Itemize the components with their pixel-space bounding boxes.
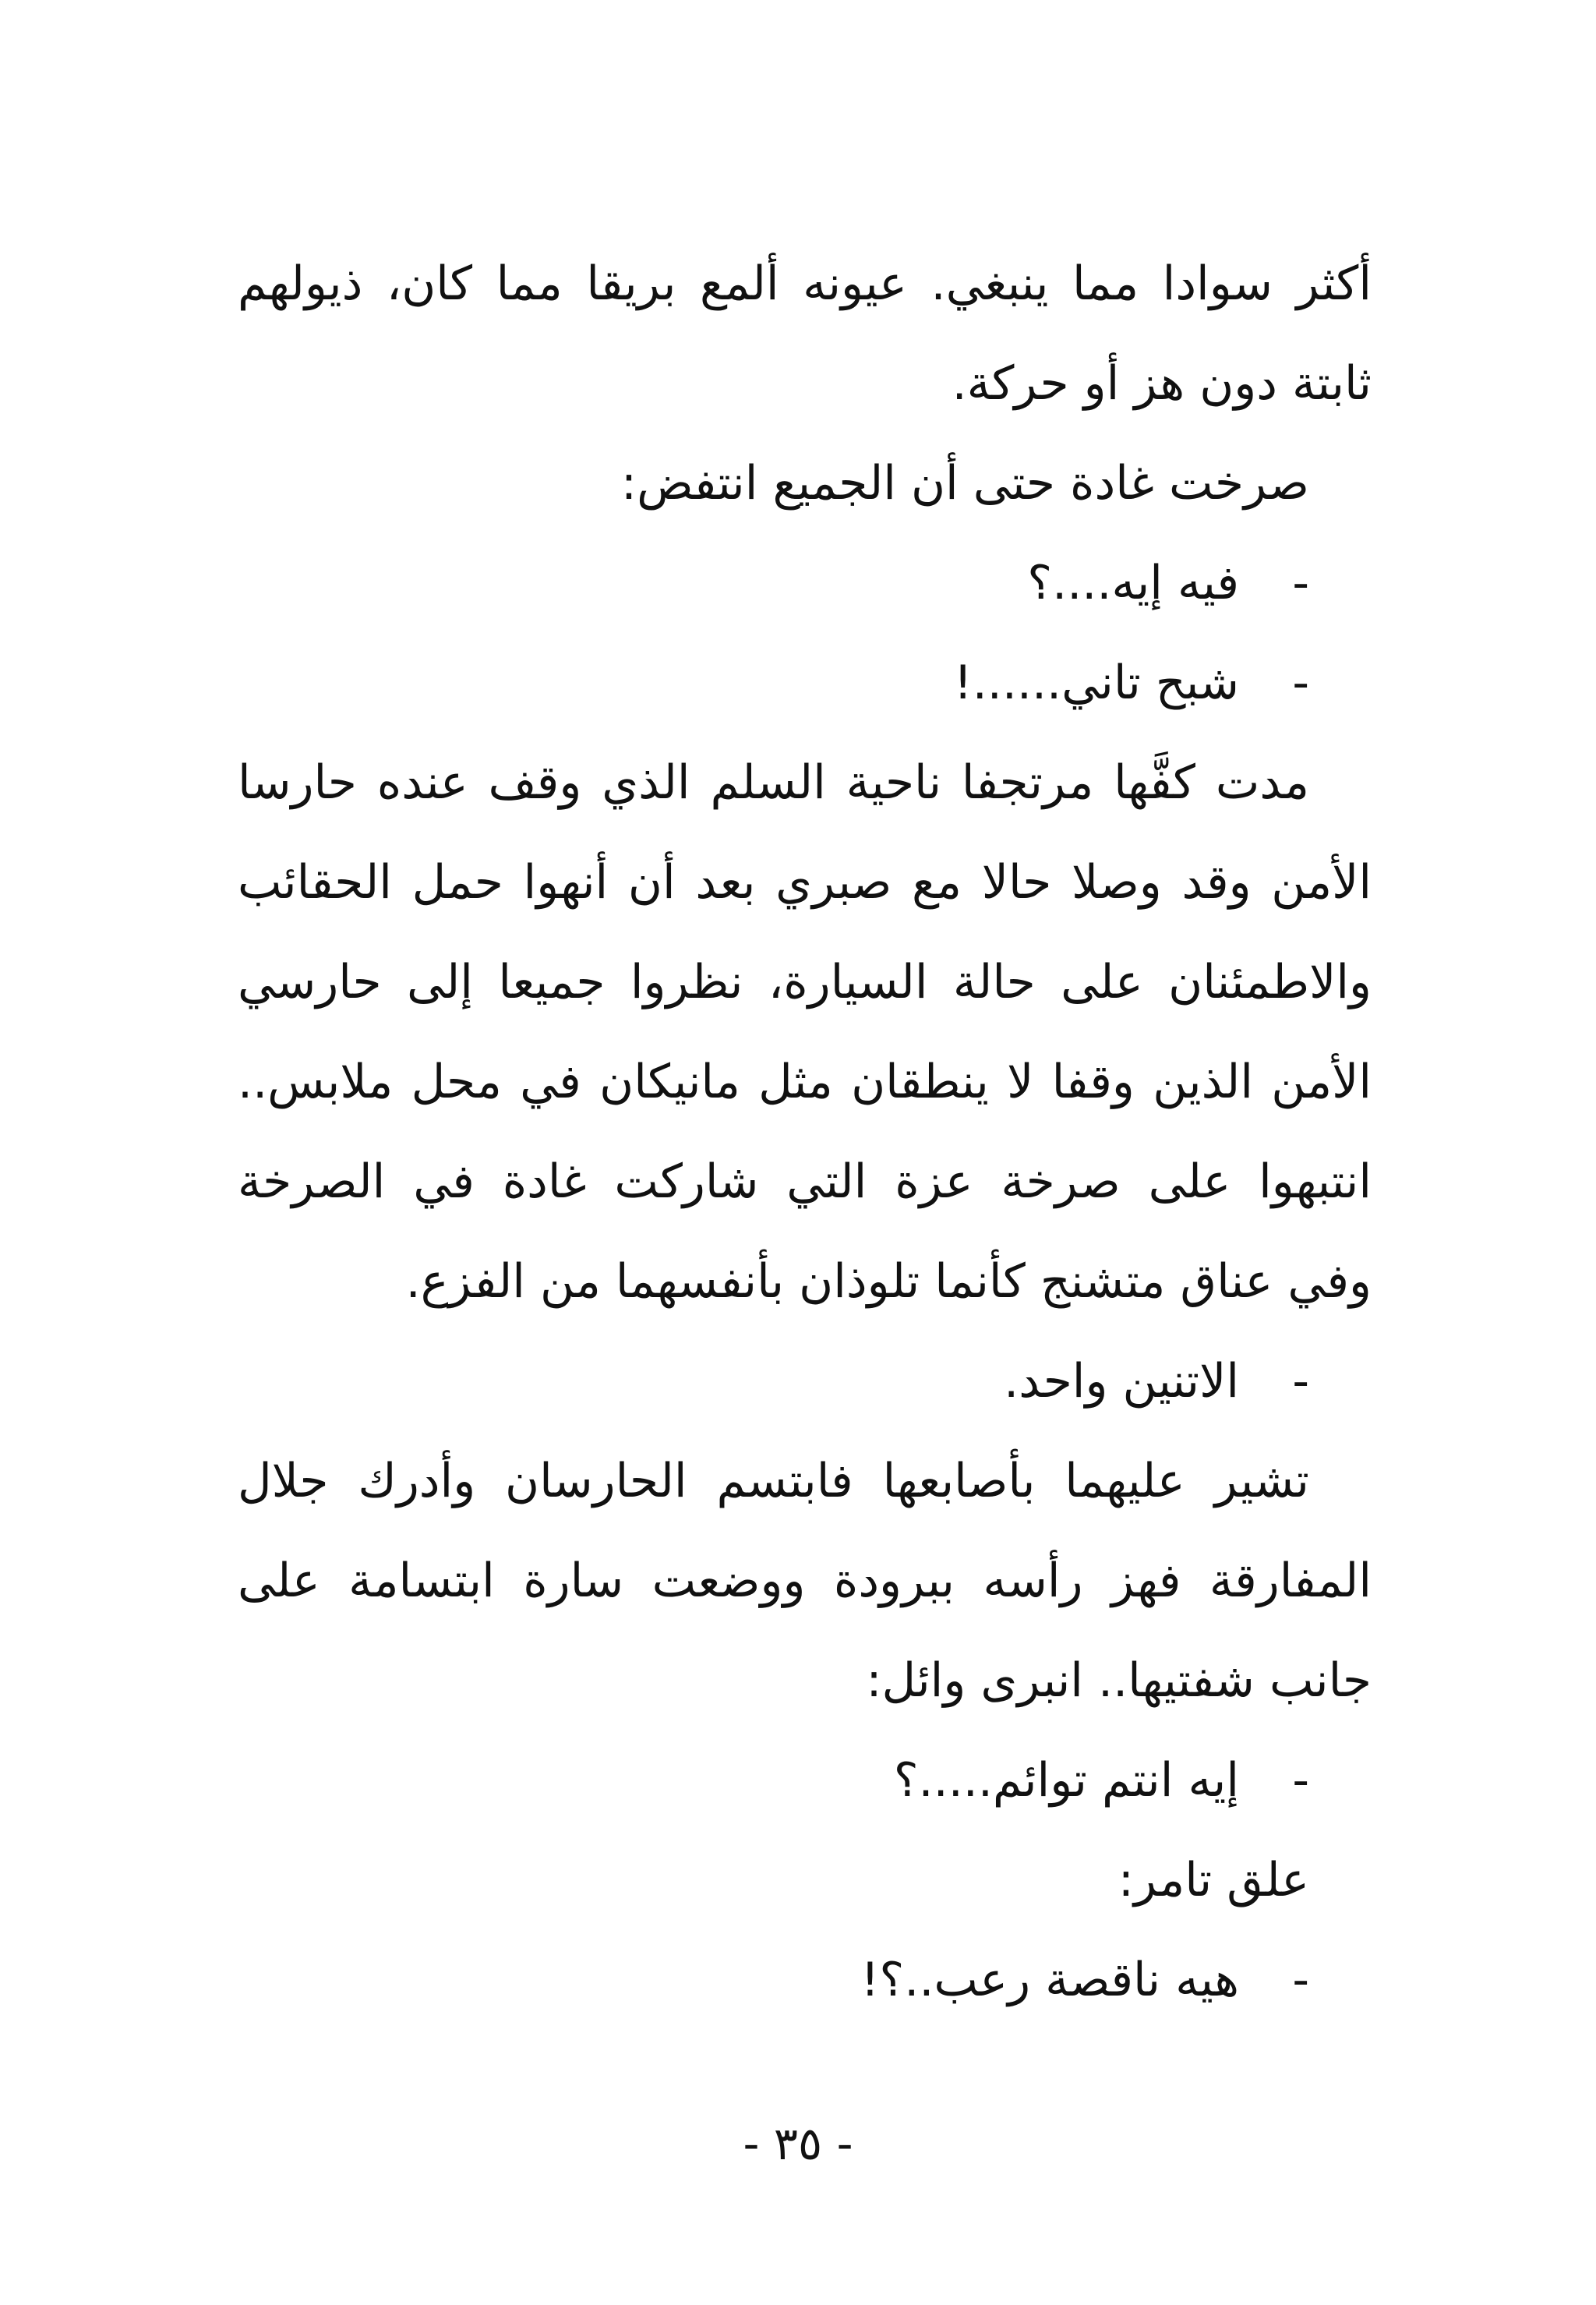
paragraph-line: علق تامر:	[1118, 1853, 1309, 1907]
paragraph-line: وفي عناق متشنج كأنما تلوذان بأنفسهما من الفزع.	[405, 1254, 1372, 1309]
paragraph-line: جانب شفتيها.. انبرى وائل:	[866, 1653, 1372, 1708]
paragraph-line: انتبهوا على صرخة عزة التي شاركت غادة في الصرخة	[238, 1154, 1372, 1209]
dialogue-text: شبح تاني......!	[953, 656, 1239, 710]
paragraph-line: تشير عليهما بأصابعها فابتسم الحارسان وأدرك جلال	[238, 1454, 1309, 1508]
page-body-text	[238, 234, 1372, 2030]
dialogue-dash: -	[1292, 556, 1309, 610]
dialogue-dash: -	[1292, 1354, 1309, 1409]
paragraph-line: والاطمئنان على حالة السيارة، نظروا جميعا إلى حارسي	[238, 955, 1372, 1009]
dialogue-dash: -	[1292, 1953, 1309, 2007]
dialogue-line	[238, 1930, 1372, 2030]
dialogue-line	[238, 1731, 1372, 1830]
dialogue-text: إيه انتم توائم.....؟	[893, 1753, 1239, 1808]
paragraph-line: الأمن وقد وصلا حالا مع صبري بعد أن أنهوا حمل الحقائب	[238, 855, 1372, 910]
paragraph-line: ثابتة دون هز أو حركة.	[952, 356, 1372, 411]
dialogue-line	[238, 633, 1372, 733]
dialogue-text: هيه ناقصة رعب..؟!	[860, 1953, 1239, 2007]
paragraph-line: مدت كفَّها مرتجفا ناحية السلم الذي وقف عنده حارسا	[238, 755, 1309, 810]
paragraph-line: صرخت غادة حتى أن الجميع انتفض:	[620, 456, 1309, 511]
paragraph-line: أكثر سوادا مما ينبغي. عيونه ألمع بريقا مما كان، ذيولهم	[238, 256, 1372, 311]
dialogue-line	[238, 1331, 1372, 1431]
paragraph-line: الأمن الذين وقفا لا ينطقان مثل مانيكان في محل ملابس..	[238, 1055, 1372, 1109]
paragraph-line: المفارقة فهز رأسه ببرودة ووضعت سارة ابتسامة على	[238, 1554, 1372, 1608]
page-number: - ٣٥ -	[743, 2117, 853, 2170]
dialogue-dash: -	[1292, 1753, 1309, 1808]
dialogue-line	[238, 533, 1372, 633]
dialogue-text: فيه إيه....؟	[1027, 556, 1239, 610]
dialogue-text: الاتنين واحد.	[1004, 1354, 1239, 1409]
dialogue-dash: -	[1292, 656, 1309, 710]
